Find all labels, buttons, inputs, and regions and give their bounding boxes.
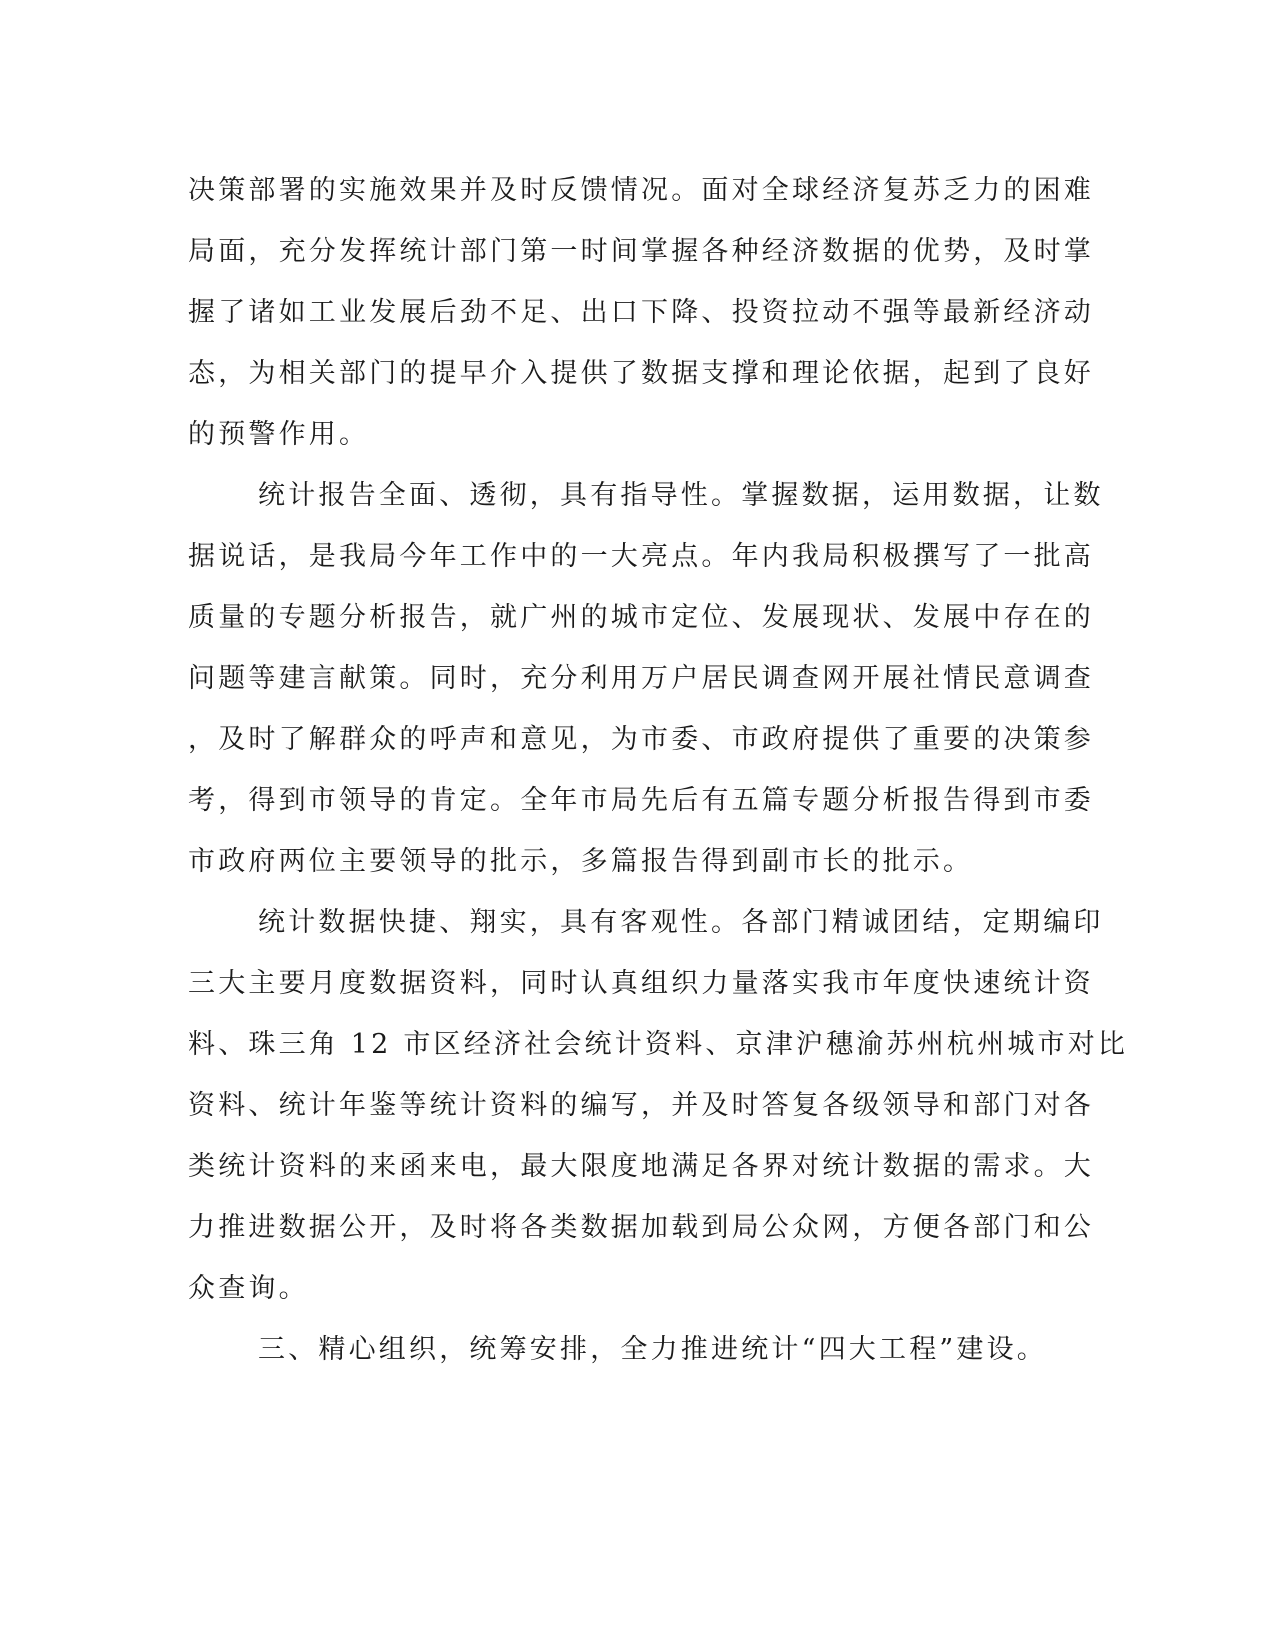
paragraph-line: 据说话，是我局今年工作中的一大亮点。年内我局积极撰写了一批高 <box>188 541 1094 572</box>
paragraph-line: 众查询。 <box>188 1273 309 1304</box>
paragraph-line: 握了诸如工业发展后劲不足、出口下降、投资拉动不强等最新经济动 <box>188 297 1094 328</box>
paragraph-line: 的预警作用。 <box>188 419 370 450</box>
paragraph-line: 考，得到市领导的肯定。全年市局先后有五篇专题分析报告得到市委 <box>188 785 1094 816</box>
paragraph-line: 统计报告全面、透彻，具有指导性。掌握数据，运用数据，让数 <box>258 480 1104 511</box>
paragraph-2 <box>188 465 1104 892</box>
paragraph-line: 质量的专题分析报告，就广州的城市定位、发展现状、发展中存在的 <box>188 602 1094 633</box>
paragraph-line: 统计数据快捷、翔实，具有客观性。各部门精诚团结，定期编印 <box>258 907 1104 938</box>
paragraph-line: 局面，充分发挥统计部门第一时间掌握各种经济数据的优势，及时掌 <box>188 236 1094 267</box>
paragraph-1 <box>188 160 1094 465</box>
paragraph-3 <box>188 892 1129 1319</box>
paragraph-line: 问题等建言献策。同时，充分利用万户居民调查网开展社情民意调查 <box>188 663 1094 694</box>
paragraph-line: 三大主要月度数据资料，同时认真组织力量落实我市年度快速统计资 <box>188 968 1094 999</box>
document-body <box>188 160 1129 1380</box>
paragraph-line: ，及时了解群众的呼声和意见，为市委、市政府提供了重要的决策参 <box>188 724 1094 755</box>
paragraph-line: 决策部署的实施效果并及时反馈情况。面对全球经济复苏乏力的困难 <box>188 175 1094 206</box>
paragraph-line: 力推进数据公开，及时将各类数据加载到局公众网，方便各部门和公 <box>188 1212 1094 1243</box>
section-heading-3 <box>188 1319 1088 1380</box>
paragraph-line: 类统计资料的来函来电，最大限度地满足各界对统计数据的需求。大 <box>188 1151 1094 1182</box>
paragraph-line: 资料、统计年鉴等统计资料的编写，并及时答复各级领导和部门对各 <box>188 1090 1094 1121</box>
paragraph-line: 市政府两位主要领导的批示，多篇报告得到副市长的批示。 <box>188 846 974 877</box>
paragraph-line: 料、珠三角 12 市区经济社会统计资料、京津沪穗渝苏州杭州城市对比 <box>188 1029 1129 1060</box>
section-heading: 三、精心组织，统筹安排，全力推进统计“四大工程”建设。 <box>258 1334 1048 1365</box>
paragraph-line: 态，为相关部门的提早介入提供了数据支撑和理论依据，起到了良好 <box>188 358 1094 389</box>
